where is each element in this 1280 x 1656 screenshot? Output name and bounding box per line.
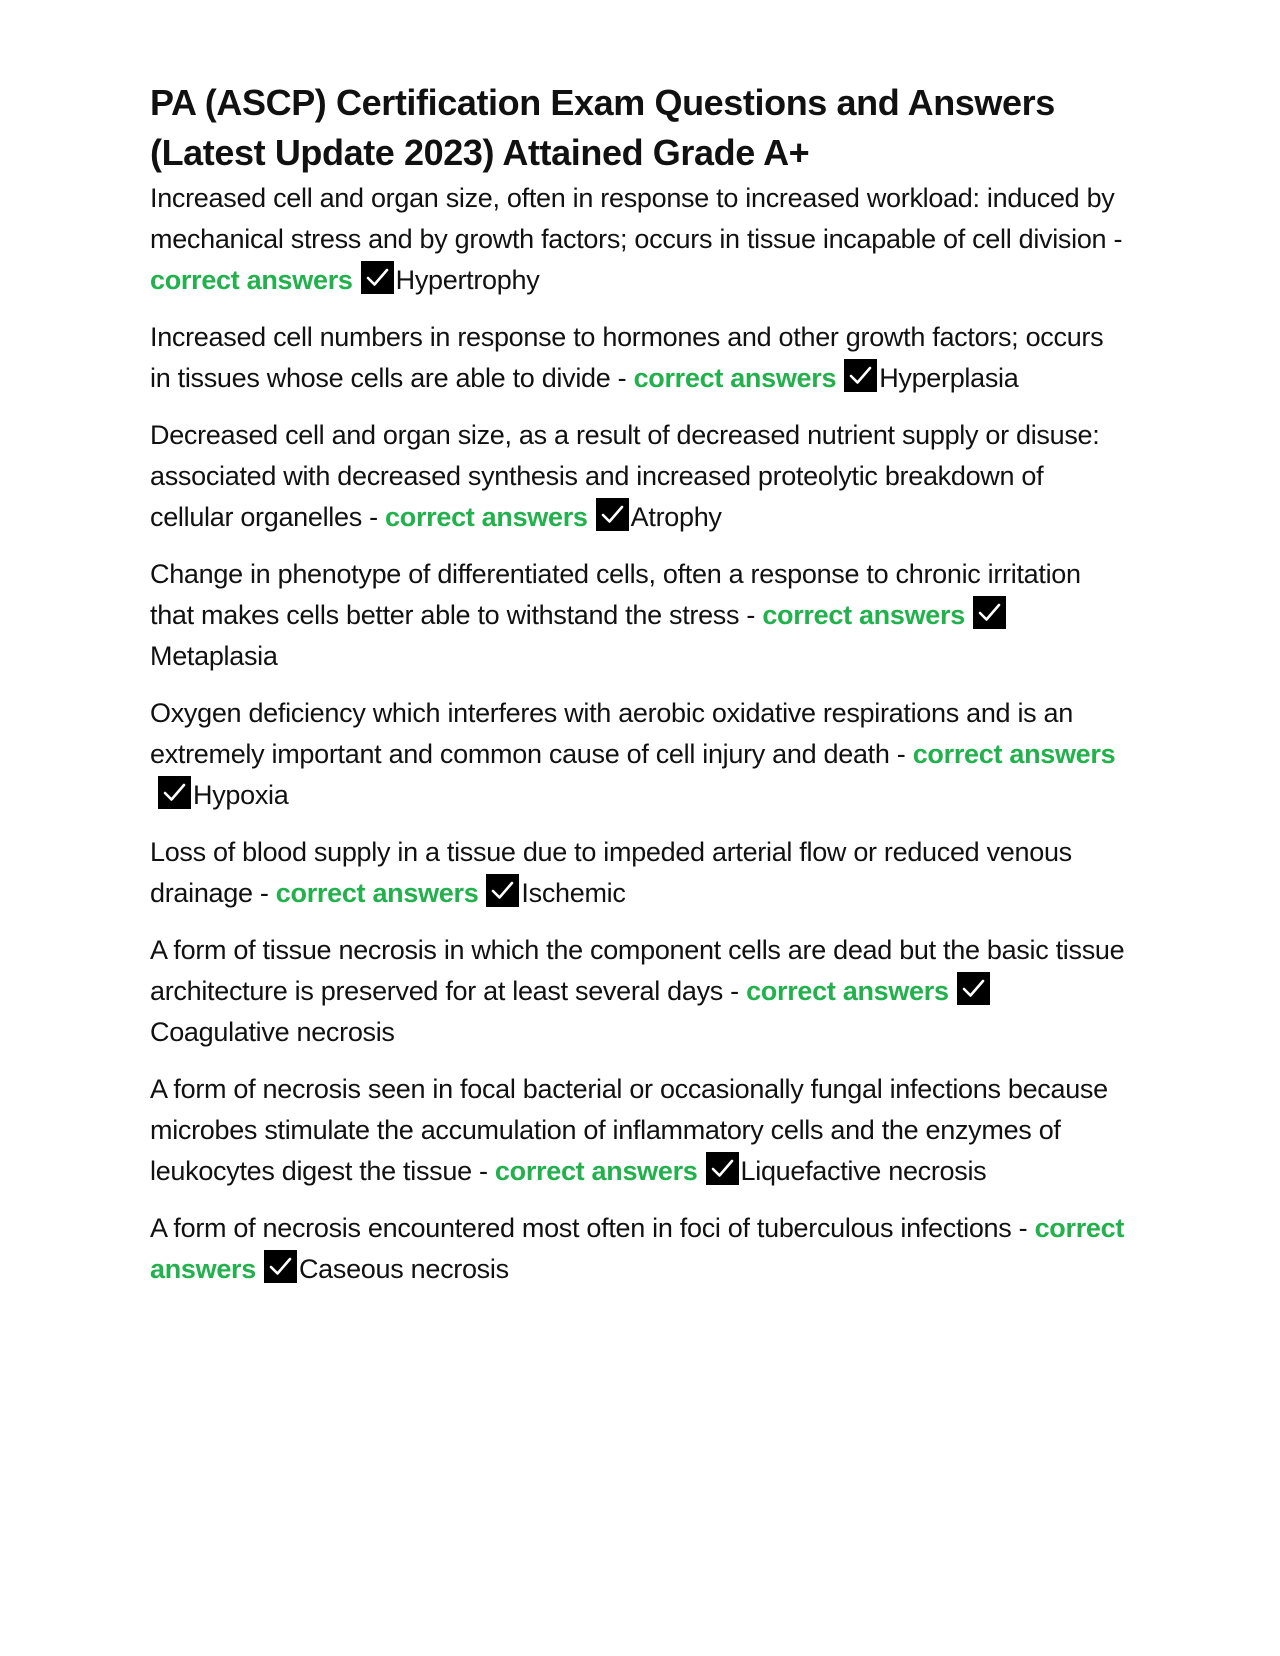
answer-text: Caseous necrosis (298, 1254, 509, 1284)
question-text: A form of tissue necrosis in which the component cells are dead but the basic tissue architecture is preserved for at least several days (150, 935, 1125, 1006)
qa-item (150, 930, 1130, 1053)
check-mark-icon (361, 261, 394, 294)
qa-item (150, 1208, 1130, 1290)
correct-answers-marker: correct answers (762, 600, 965, 630)
check-mark-icon (973, 596, 1006, 629)
document-title-line2: (Latest Update 2023) Attained Grade A+ (150, 132, 810, 173)
answer-text: Atrophy (630, 502, 722, 532)
separator: - (1011, 1213, 1035, 1243)
correct-answers-marker: correct answers (275, 878, 479, 908)
question-text: Increased cell and organ size, often in response to increased workload: induced by mechanical stress and by growth factors; occurs in tissue incapable of cell division (150, 183, 1115, 254)
question-text: A form of necrosis encountered most often in foci of tuberculous infections (150, 1213, 1012, 1243)
check-mark-icon (264, 1250, 297, 1283)
qa-item (150, 1069, 1130, 1192)
correct-answers-marker: correct answers (746, 976, 949, 1006)
correct-answers-marker: correct answers (150, 1213, 1125, 1284)
document-title (150, 78, 1130, 178)
question-text: Change in phenotype of differentiated cells, often a response to chronic irritation that makes cells better able to withstand the stress (150, 559, 1081, 630)
separator: - (610, 363, 634, 393)
question-text: A form of necrosis seen in focal bacterial or occasionally fungal infections because microbes stimulate the accumulation of inflammatory cells and the enzymes of leukocytes digest the tissue (150, 1074, 1108, 1186)
separator: - (1106, 224, 1123, 254)
question-text: Decreased cell and organ size, as a result of decreased nutrient supply or disuse: associated with decreased synthesis and increased proteolytic breakdown of cellular organelles (150, 420, 1100, 532)
correct-answers-marker: correct answers (912, 739, 1116, 769)
separator: - (889, 739, 913, 769)
answer-text: Hypoxia (193, 780, 289, 810)
check-mark-icon (486, 874, 519, 907)
separator: - (361, 502, 386, 532)
qa-item (150, 415, 1130, 538)
question-text: Oxygen deficiency which interferes with aerobic oxidative respirations and is an extremely important and common cause of cell injury and death (150, 698, 1073, 769)
qa-list (150, 178, 1130, 1290)
separator: - (252, 878, 276, 908)
check-mark-icon (706, 1152, 739, 1185)
correct-answers-marker: correct answers (150, 265, 353, 295)
qa-item (150, 178, 1130, 301)
separator: - (471, 1156, 495, 1186)
qa-item (150, 832, 1130, 914)
check-mark-icon (844, 359, 877, 392)
question-text: Loss of blood supply in a tissue due to impeded arterial flow or reduced venous drainage (150, 837, 1072, 908)
document-page (150, 78, 1130, 1306)
answer-text: Coagulative necrosis (150, 1017, 395, 1047)
correct-answers-marker: correct answers (385, 502, 588, 532)
document-title-line1: PA (ASCP) Certification Exam Questions and Answers (150, 82, 1055, 123)
question-text: Increased cell numbers in response to hormones and other growth factors; occurs in tissues whose cells are able to divide (150, 322, 1104, 393)
check-mark-icon (957, 972, 990, 1005)
answer-text: Ischemic (521, 878, 626, 908)
check-mark-icon (158, 776, 191, 809)
qa-item (150, 554, 1130, 677)
check-mark-icon (596, 498, 629, 531)
answer-text: Metaplasia (150, 641, 278, 671)
answer-text: Liquefactive necrosis (740, 1156, 987, 1186)
qa-item (150, 317, 1130, 399)
qa-item (150, 693, 1130, 816)
correct-answers-marker: correct answers (494, 1156, 698, 1186)
separator: - (739, 600, 763, 630)
answer-text: Hyperplasia (879, 363, 1019, 393)
answer-text: Hypertrophy (395, 265, 540, 295)
correct-answers-marker: correct answers (633, 363, 837, 393)
separator: - (722, 976, 747, 1006)
